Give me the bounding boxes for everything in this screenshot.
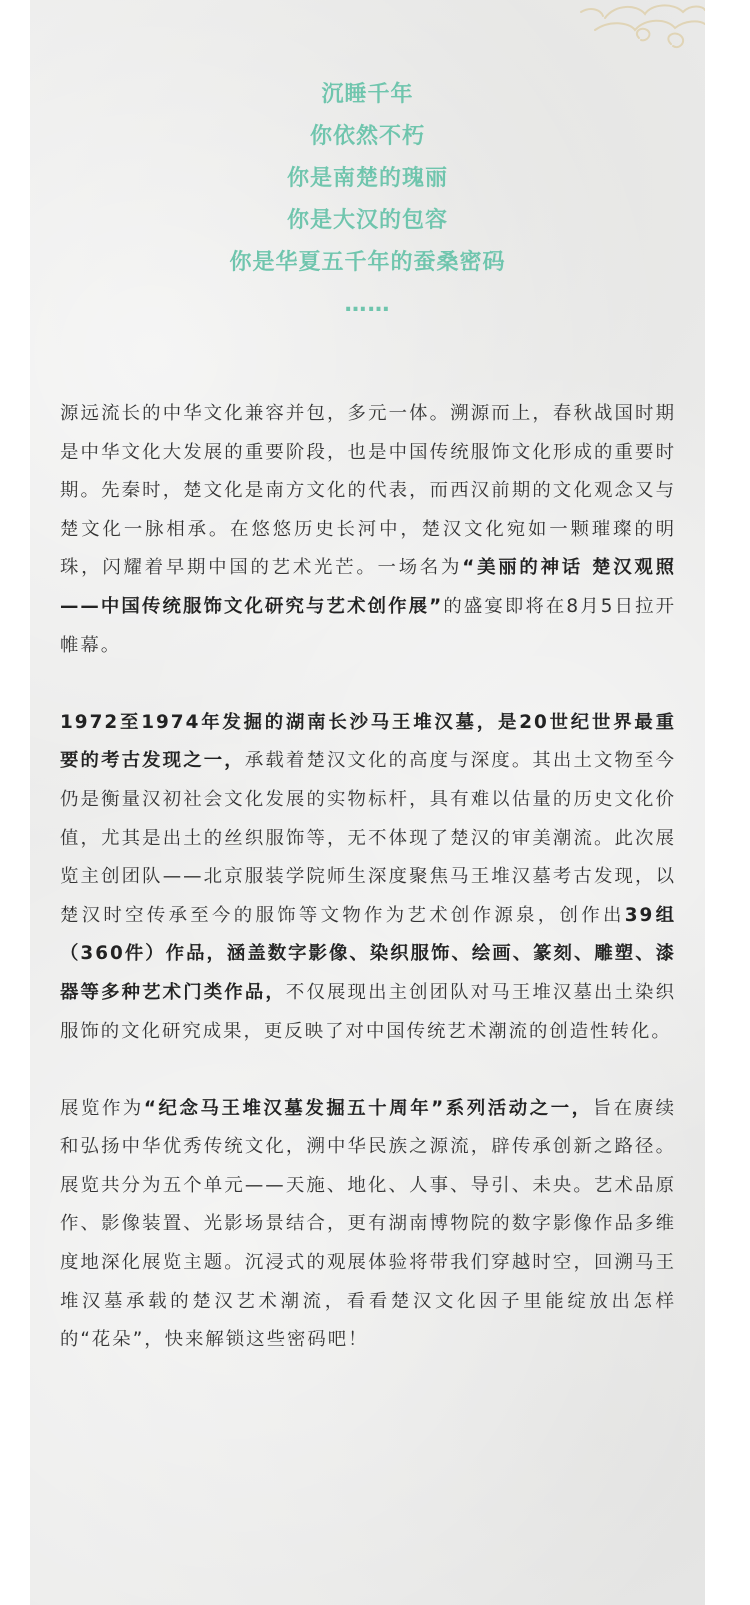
highlight-bold: 39组（360件）作品，涵盖数字影像、染织服饰、绘画、篆刻、雕塑、漆器等多种艺术门类作品， — [60, 904, 676, 1003]
paragraph-text: 源远流长的中华文化兼容并包，多元一体。溯源而上，春秋战国时期是中华文化大发展的重要阶段，也是中国传统服饰文化形成的重要时期。先秦时，楚文化是南方文化的代表，而西汉前期的文化观念又与楚文化一脉相承。在悠悠历史长河中，楚汉文化宛如一颗璀璨的明珠，闪耀着早期中国的艺术光芒。一场名为 — [60, 403, 676, 579]
paragraph-mawangdui — [60, 704, 676, 1051]
article-body — [60, 395, 676, 1360]
poem-line: 沉睡千年 — [321, 82, 414, 107]
highlight-bold: “纪念马王堆汉墓发掘五十周年”系列活动之一， — [143, 1097, 593, 1119]
poem-line: 你是南楚的瑰丽 — [286, 166, 448, 191]
paragraph-intro — [60, 395, 676, 665]
poem-line: 你依然不朽 — [309, 124, 425, 149]
paragraph-text: 承载着楚汉文化的高度与深度。其出土文物至今仍是衡量汉初社会文化发展的实物标杆，具有难以估量的历史文化价值，尤其是出土的丝织服饰等，无不体现了楚汉的审美潮流。此次展览主创团队——北京服装学院师生深度聚焦马王堆汉墓考古发现，以楚汉时空传承至今的服饰等文物作为艺术创作源泉，创作出 — [60, 750, 676, 926]
auspicious-cloud-decoration-icon — [575, 0, 705, 60]
paragraph-text: 的盛宴即将在8月5日拉开帷幕。 — [60, 595, 677, 656]
poem-block — [30, 74, 705, 326]
highlight-bold: 1972至1974年发掘的湖南长沙马王堆汉墓，是20世纪世界最重要的考古发现之一， — [60, 711, 676, 772]
paragraph-text: 旨在赓续和弘扬中华优秀传统文化，溯中华民族之源流，辟传承创新之路径。展览共分为五个单元——天施、地化、人事、导引、未央。艺术品原作、影像装置、光影场景结合，更有湖南博物院的数字影像作品多维度地深化展览主题。沉浸式的观展体验将带我们穿越时空，回溯马王堆汉墓承载的楚汉艺术潮流，看看楚汉文化因子里能绽放出怎样的“花朵”，快来解锁这些密码吧！ — [60, 1097, 676, 1351]
paragraph-text: 展览作为 — [60, 1097, 144, 1119]
paragraph-exhibition — [60, 1090, 676, 1360]
poem-line: 你是华夏五千年的蚕桑密码 — [229, 250, 506, 275]
exhibition-title-bold: “美丽的神话 楚汉观照——中国传统服饰文化研究与艺术创作展” — [60, 557, 676, 617]
poem-line: 你是大汉的包容 — [286, 208, 448, 233]
poem-ellipsis: …… — [344, 292, 391, 317]
paragraph-text: 不仅展现出主创团队对马王堆汉墓出土染织服饰的文化研究成果，更反映了对中国传统艺术潮流的创造性转化。 — [60, 981, 676, 1042]
